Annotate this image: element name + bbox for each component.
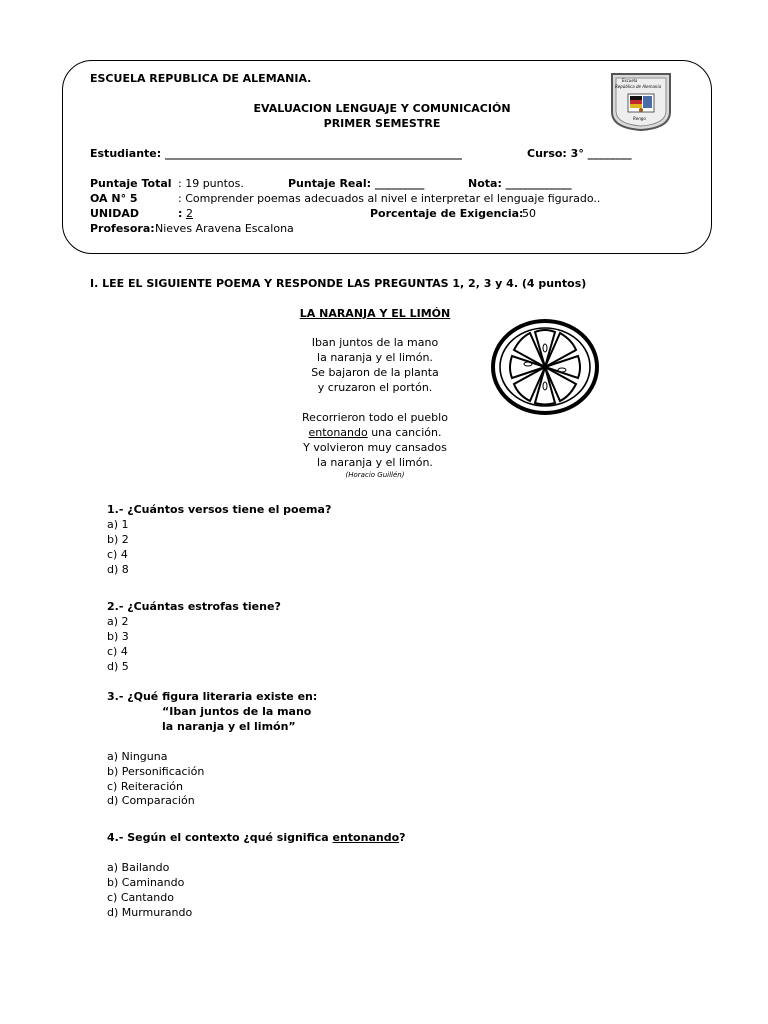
- poem-word-entonando: entonando: [308, 426, 368, 439]
- q3-option-a[interactable]: a) Ninguna: [107, 750, 168, 763]
- lemon-slice-icon: [490, 318, 600, 416]
- puntaje-real-field[interactable]: Puntaje Real: _________: [288, 177, 425, 190]
- q1-option-b[interactable]: b) 2: [107, 533, 129, 546]
- course-field[interactable]: Curso: 3° ________: [527, 147, 632, 160]
- q1-option-a[interactable]: a) 1: [107, 518, 129, 531]
- q1-option-c[interactable]: c) 4: [107, 548, 128, 561]
- exam-title: EVALUACION LENGUAJE Y COMUNICACIÓN: [253, 102, 511, 115]
- poem-line-6: [270, 426, 480, 439]
- section-instruction: I. LEE EL SIGUIENTE POEMA Y RESPONDE LAS PREGUNTAS 1, 2, 3 y 4. (4 puntos): [90, 277, 587, 290]
- q4-word-entonando: entonando: [332, 831, 400, 844]
- q4-text-end: ?: [399, 831, 406, 844]
- q3-option-b[interactable]: b) Personificación: [107, 765, 205, 778]
- poem-line-2: la naranja y el limón.: [317, 351, 433, 364]
- q2-option-c[interactable]: c) 4: [107, 645, 128, 658]
- school-crest-icon: [610, 72, 672, 132]
- exam-subtitle: PRIMER SEMESTRE: [323, 117, 441, 130]
- poem-line-1: Iban juntos de la mano: [311, 336, 439, 349]
- q4-option-d[interactable]: d) Murmurando: [107, 906, 193, 919]
- unidad-label: UNIDAD: [90, 207, 140, 220]
- profesora-label: Profesora:: [90, 222, 155, 235]
- poem-title: LA NARANJA Y EL LIMÓN: [299, 307, 451, 320]
- poem-line-7: Y volvieron muy cansados: [303, 441, 447, 454]
- crest-text-2: República de Alemania: [615, 84, 662, 89]
- q4-option-a[interactable]: a) Bailando: [107, 861, 170, 874]
- question-2: 2.- ¿Cuántas estrofas tiene?: [107, 600, 281, 613]
- school-name: ESCUELA REPUBLICA DE ALEMANIA.: [90, 72, 312, 85]
- poem-line-3: Se bajaron de la planta: [311, 366, 439, 379]
- unidad-value: 2: [186, 207, 193, 220]
- poem-line-6-rest: una canción.: [367, 426, 442, 439]
- question-4: [107, 831, 406, 844]
- poem-author: (Horacio Guillén): [345, 471, 405, 479]
- q3-quote-line-2: la naranja y el limón”: [162, 720, 296, 733]
- q4-text-start: 4.- Según el contexto ¿qué significa: [107, 831, 333, 844]
- nota-field[interactable]: Nota: ____________: [468, 177, 572, 190]
- q2-option-b[interactable]: b) 3: [107, 630, 129, 643]
- poem-line-4: y cruzaron el portón.: [317, 381, 433, 394]
- q3-quote-line-1: “Iban juntos de la mano: [162, 705, 312, 718]
- poem-line-8: la naranja y el limón.: [317, 456, 433, 469]
- poem-line-5: Recorrieron todo el pueblo: [302, 411, 448, 424]
- q4-option-c[interactable]: c) Cantando: [107, 891, 174, 904]
- q1-option-d[interactable]: d) 8: [107, 563, 129, 576]
- puntaje-total-value: : 19 puntos.: [178, 177, 244, 190]
- student-field[interactable]: Estudiante: ______________________________________________________: [90, 147, 462, 160]
- q4-option-b[interactable]: b) Caminando: [107, 876, 185, 889]
- q3-option-d[interactable]: d) Comparación: [107, 794, 195, 807]
- porcentaje-value: 50: [522, 207, 536, 220]
- oa-value: : Comprender poemas adecuados al nivel e interpretar el lenguaje figurado..: [178, 192, 601, 205]
- oa-label: OA N° 5: [90, 192, 138, 205]
- question-3: 3.- ¿Qué figura literaria existe en:: [107, 690, 318, 703]
- puntaje-total-label: Puntaje Total: [90, 177, 172, 190]
- profesora-value: Nieves Aravena Escalona: [155, 222, 294, 235]
- unidad-colon: :: [178, 207, 183, 220]
- crest-text-1: Escuela: [622, 78, 638, 83]
- q2-option-d[interactable]: d) 5: [107, 660, 129, 673]
- question-1: 1.- ¿Cuántos versos tiene el poema?: [107, 503, 332, 516]
- q2-option-a[interactable]: a) 2: [107, 615, 129, 628]
- q3-option-c[interactable]: c) Reiteración: [107, 780, 183, 793]
- crest-text-3: Rengo: [633, 116, 646, 121]
- porcentaje-label: Porcentaje de Exigencia:: [370, 207, 524, 220]
